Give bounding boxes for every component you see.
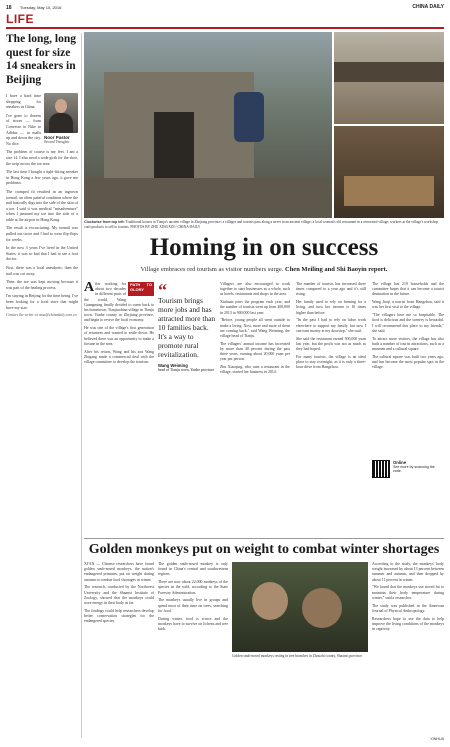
story2-paragraph: The research, conducted by the Northwest University and the Shaanxi Institute of Zoology, showed that the monkeys could store energy in their body as fat. xyxy=(84,585,154,606)
story2-paragraph: The monkeys usually live in groups and spend most of their time on trees, searching for food. xyxy=(158,598,228,613)
author-box xyxy=(44,93,78,145)
village-houses-photo xyxy=(334,32,444,124)
story-paragraph: "The villagers here are so hospitable. The food is delicious and the scenery is beautiful. I will recommend this place to my friends," she said. xyxy=(372,313,444,333)
story-paragraph: Xiuhuan joins the program each year, and the number of tourists went up from 200,000 in 2013 to 900,000 last year. xyxy=(220,300,290,315)
column-paragraph: The problem of course is my feet. I am a size 14. I also need a wide girth for the shoe, the strip across the toe area. xyxy=(6,149,78,166)
opinion-column xyxy=(6,33,78,738)
issue-date: Tuesday, May 10, 2016 xyxy=(20,5,62,10)
story-paragraph: The number of tourists has increased three times compared to a year ago and it's still rising. xyxy=(296,282,366,297)
story-subhead xyxy=(84,266,444,273)
column-paragraph: The last time I bought a tight-fitting sneaker in Hong Kong a few years ago, it gave me problems. xyxy=(6,169,78,186)
caption-text: Traditional houses in Tianju's ancient village in Zhejiang province; a villager and tourists pass along a street in an ancient village; a local woman's old restaurant in a renovated village; workers at the village's workshop craft products to sell to tourists. xyxy=(84,220,439,229)
story-paragraph: Zhu Xiaoqing, who runs a restaurant in the village, started her business in 2014. xyxy=(220,365,290,375)
story-headline: Homing in on success xyxy=(149,234,379,261)
caption-label: Clockwise from top left: xyxy=(84,220,125,224)
column-paragraph: The result is excruciating. My toenail was pulled out twice and I had to wear flip-flops for weeks. xyxy=(6,225,78,242)
story-paragraph: "Before, young people all went outside to make a living. Now, more and more of them are coming back," said Wang Weiming, the village head of Tianju. xyxy=(220,318,290,339)
story-byline: Chen Meiling and Shi Baoyin report. xyxy=(285,266,388,273)
story-paragraph: He was one of the village's first generation of returnees and wanted to settle down. He believed there was an opportunity to make a fortune in the area. xyxy=(84,326,154,346)
author-name: Noor Pastor xyxy=(44,135,70,140)
story-paragraph: Wang Jiaqi, a tourist from Hangzhou, said it was her first visit to the village. xyxy=(372,300,444,310)
monkeys-photo xyxy=(232,562,368,652)
qr-code-icon[interactable] xyxy=(372,460,390,478)
column-contact: Contact the writer at rasa@chinadaily.com.cn xyxy=(6,313,77,318)
story2-paragraph: "We found that the monkeys use stored fat to maintain their body temperature during winter," said a researcher. xyxy=(372,585,444,600)
story-paragraph: Villagers are also encouraged to work together to start businesses as a whole, such as hotels, restaurants and shops in the area. xyxy=(220,282,290,297)
story2-credit: XINHUA xyxy=(430,737,444,741)
story2-paragraph: During winter, food is scarce and the monkeys have to survive on lichens and tree bark. xyxy=(158,616,228,632)
quote-mark-icon: “ xyxy=(158,280,167,300)
story2-paragraph: According to the study, the monkeys' body weight increased by about 13 percent between summer and autumn, and then dropped by about 11 percent in winter. xyxy=(372,562,444,582)
story-paragraph: The villagers' annual income has increased by more than 40 percent during the past three years, earning about 20,000 yuan per year per person. xyxy=(220,341,290,362)
column-paragraph: I've gone to dozens of stores — from Converse to Nike to Adidas — in malls up and down the city. No dice. xyxy=(6,112,41,146)
online-qr-box[interactable] xyxy=(372,460,444,478)
subhead-text: Village embraces red tourism as visitor numbers surge. xyxy=(140,266,284,273)
author-photo xyxy=(44,93,78,133)
village-street-photo xyxy=(84,32,332,218)
story-column-1 xyxy=(84,282,154,536)
author-caption: Second Thoughts xyxy=(44,140,69,144)
story-paragraph: To attract more visitors, the village has also built a number of tourist attractions, such as a museum and a cultural square. xyxy=(372,336,444,352)
quote-name: Wang Weiming xyxy=(158,363,188,368)
story-column-4 xyxy=(372,282,444,457)
online-text: See more by scanning the code. xyxy=(393,465,435,474)
column-paragraph: The cramped fit resulted in an ingrown toenail, an often painful condition where the nail basically digs into the side of the skin of a toe. I said it was medical "misadventure" when I jammed my toe into the side of a table at the airport in Hong Kong. xyxy=(6,188,78,222)
story2-headline: Golden monkeys put on weight to combat winter shortages xyxy=(88,542,440,557)
story-paragraph: The village has 210 households and the committee hopes that it can become a tourist destination in the future. xyxy=(372,282,444,297)
photo-collage xyxy=(84,32,444,218)
story2-paragraph: The golden snub-nosed monkey is only found in China's central and southwestern regions. xyxy=(158,562,228,577)
photo-credit: PHOTOS BY ZHU XINGXIN / CHINA DAILY xyxy=(130,224,201,229)
page-header xyxy=(6,3,444,13)
story-divider xyxy=(84,538,444,539)
path-to-glory-logo: PATH TO GLORY xyxy=(128,282,154,296)
story2-paragraph: XI'AN — Chinese researchers have found golden snub-nosed monkeys, the nation's endangered primates, put on weight during autumn to combat food shortages in winter. xyxy=(84,562,154,582)
page-number: 18 xyxy=(6,5,12,11)
quote-role: head of Tianju town, Yunhe province xyxy=(158,368,215,372)
story2-paragraph: Researchers hope to use the data to help improve the living conditions of the monkeys in captivity. xyxy=(372,616,444,632)
story-paragraph: The cultural square was built two years ago, and has become the most popular spot in the village. xyxy=(372,354,444,370)
story-paragraph: Her family used to rely on farming for a living, and now her income is 10 times higher than before. xyxy=(296,300,366,315)
story2-column-3 xyxy=(372,562,444,732)
story-paragraph: fter working for about two decades in different parts of the world, Wang Guangming finally decided to come back to his hometown, Tianjiaobian village in Tianju town, Yunhe county in Zhejiang province, and begin to revive the local economy. xyxy=(84,282,154,323)
story2-paragraph: The study was published in the American Journal of Physical Anthropology. xyxy=(372,603,444,613)
drop-cap: A xyxy=(84,282,95,295)
column-headline: The long, long quest for size 14 sneakers in Beijing xyxy=(6,33,76,86)
story-paragraph: She said the restaurant earned 500,000 yuan last year, but the profit was not as much as they had hoped. xyxy=(296,336,366,352)
masthead-brand: CHINA DAILY xyxy=(412,4,444,10)
section-title: LIFE xyxy=(6,12,34,26)
story2-column-2 xyxy=(158,562,228,740)
story-column-3 xyxy=(296,282,366,536)
column-paragraph: In the now 3 years I've lived in the United States, it was so bad that I had to see a foot doctor. xyxy=(6,245,78,262)
photo-caption xyxy=(84,220,444,229)
column-divider xyxy=(81,33,82,738)
workshop-photo xyxy=(334,126,444,218)
quote-text: Tourism brings more jobs and has attracted more than 10 families back. It's a way to promote rural revitalization. xyxy=(158,296,216,359)
column-paragraph: Then, the toe was kept moving because it was part of the healing process. xyxy=(6,279,78,290)
monkeys-caption: Golden snub-nosed monkeys resting in tree branches in Zhouzhi county, Shaanxi province. xyxy=(232,654,363,658)
story-paragraph: "In the past I had to rely on labor work elsewhere to support my family, but now I can earn money at my doorstep," she said. xyxy=(296,318,366,333)
story2-paragraph: There are now about 22,000 monkeys of the species in the wild, according to the State Forestry Administration. xyxy=(158,580,228,595)
section-rule xyxy=(6,27,444,29)
online-label: Online xyxy=(393,460,407,465)
story2-column-1 xyxy=(84,562,154,740)
story-column-2 xyxy=(220,282,290,536)
column-paragraph: First, there was a local anesthetic; then the nail was cut away. xyxy=(6,265,78,276)
pull-quote xyxy=(158,280,216,373)
column-paragraph: I have a hard time shopping for sneakers in China. xyxy=(6,93,41,110)
story2-paragraph: The findings could help researchers develop better conservation strategies for the endangered species. xyxy=(84,608,154,624)
column-paragraph: I'm staying in Beijing for the time being. I've been looking for a local store that might have my size. xyxy=(6,293,78,310)
story-paragraph: For many tourists, the village is an ideal place to stay overnight, as it is only a three-hour drive from Hangzhou. xyxy=(296,354,366,370)
story-paragraph: After his return, Wang and his son Wang Zhigang made a commercial deal with the village committee to develop the tourism. xyxy=(84,349,154,365)
